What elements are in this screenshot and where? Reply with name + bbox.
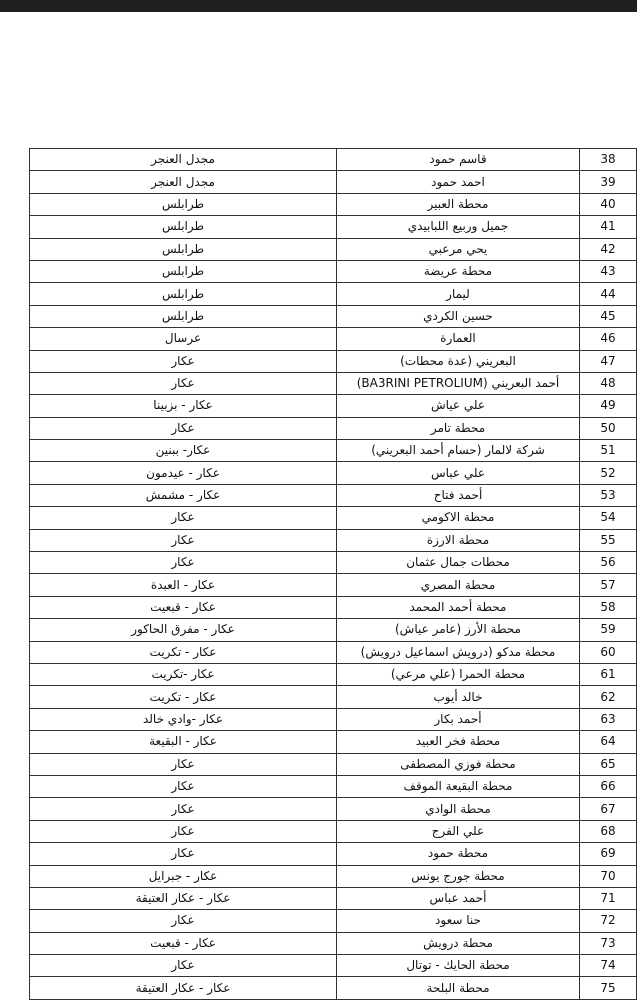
table-row bbox=[30, 171, 637, 193]
station-name-cell: محطة العبير bbox=[337, 193, 580, 215]
table-row bbox=[30, 820, 637, 842]
station-name-cell: محطة المصري bbox=[337, 574, 580, 596]
station-name-cell: علي الفرج bbox=[337, 820, 580, 842]
table-row bbox=[30, 507, 637, 529]
table-row bbox=[30, 708, 637, 730]
table-row bbox=[30, 641, 637, 663]
table-row bbox=[30, 328, 637, 350]
station-name-cell: محطة مدكو (درويش اسماعيل درويش) bbox=[337, 641, 580, 663]
table-row bbox=[30, 440, 637, 462]
table-row bbox=[30, 216, 637, 238]
row-number-cell: 72 bbox=[580, 910, 637, 932]
table-row bbox=[30, 149, 637, 171]
row-number-cell: 64 bbox=[580, 731, 637, 753]
location-cell: عكار bbox=[30, 753, 337, 775]
table-row bbox=[30, 932, 637, 954]
station-name-cell: علي عياش bbox=[337, 395, 580, 417]
row-number-cell: 47 bbox=[580, 350, 637, 372]
table-row bbox=[30, 260, 637, 282]
row-number-cell: 46 bbox=[580, 328, 637, 350]
station-name-cell: شركة لالمار (حسام أحمد البعريني) bbox=[337, 440, 580, 462]
station-name-cell: محطة البقيعة الموقف bbox=[337, 775, 580, 797]
station-name-cell: أحمد عباس bbox=[337, 887, 580, 909]
top-dark-bar bbox=[0, 0, 637, 12]
location-cell: عكار bbox=[30, 775, 337, 797]
table-row bbox=[30, 283, 637, 305]
table-row bbox=[30, 238, 637, 260]
row-number-cell: 40 bbox=[580, 193, 637, 215]
location-cell: عكار bbox=[30, 417, 337, 439]
row-number-cell: 75 bbox=[580, 977, 637, 999]
table-row bbox=[30, 798, 637, 820]
row-number-cell: 61 bbox=[580, 663, 637, 685]
table-row bbox=[30, 417, 637, 439]
station-name-cell: محطة الأرز (عامر عياش) bbox=[337, 619, 580, 641]
table-row bbox=[30, 552, 637, 574]
row-number-cell: 39 bbox=[580, 171, 637, 193]
location-cell: عكار - بزبينا bbox=[30, 395, 337, 417]
station-name-cell: حسين الكردي bbox=[337, 305, 580, 327]
location-cell: عكار - العبدة bbox=[30, 574, 337, 596]
table-row bbox=[30, 596, 637, 618]
row-number-cell: 41 bbox=[580, 216, 637, 238]
location-cell: عكار - مشمش bbox=[30, 484, 337, 506]
station-name-cell: يحي مرعبي bbox=[337, 238, 580, 260]
row-number-cell: 60 bbox=[580, 641, 637, 663]
station-name-cell: أحمد فتاح bbox=[337, 484, 580, 506]
row-number-cell: 71 bbox=[580, 887, 637, 909]
location-cell: عكار -وادي خالد bbox=[30, 708, 337, 730]
table-row bbox=[30, 350, 637, 372]
table-row bbox=[30, 193, 637, 215]
location-cell: عكار bbox=[30, 507, 337, 529]
station-name-cell: محطة تامر bbox=[337, 417, 580, 439]
location-cell: عكار - جبرايل bbox=[30, 865, 337, 887]
station-name-cell: محطة البلحة bbox=[337, 977, 580, 999]
station-name-cell: محطة حمود bbox=[337, 843, 580, 865]
station-name-cell: قاسم حمود bbox=[337, 149, 580, 171]
station-name-cell: محطة الارزة bbox=[337, 529, 580, 551]
location-cell: عكار - قبعيت bbox=[30, 596, 337, 618]
location-cell: مجدل العنجر bbox=[30, 149, 337, 171]
row-number-cell: 51 bbox=[580, 440, 637, 462]
row-number-cell: 49 bbox=[580, 395, 637, 417]
location-cell: عكار - تكريت bbox=[30, 641, 337, 663]
row-number-cell: 63 bbox=[580, 708, 637, 730]
station-name-cell: خالد أيوب bbox=[337, 686, 580, 708]
station-name-cell: ليمار bbox=[337, 283, 580, 305]
row-number-cell: 56 bbox=[580, 552, 637, 574]
location-cell: عكار bbox=[30, 798, 337, 820]
row-number-cell: 69 bbox=[580, 843, 637, 865]
station-name-cell: محطة الوادي bbox=[337, 798, 580, 820]
row-number-cell: 57 bbox=[580, 574, 637, 596]
location-cell: عكار bbox=[30, 552, 337, 574]
station-name-cell: أحمد بكار bbox=[337, 708, 580, 730]
location-cell: عكار bbox=[30, 372, 337, 394]
location-cell: عكار- ببنين bbox=[30, 440, 337, 462]
station-name-cell: البعريني (عدة محطات) bbox=[337, 350, 580, 372]
station-name-cell: حنا سعود bbox=[337, 910, 580, 932]
row-number-cell: 54 bbox=[580, 507, 637, 529]
table-row bbox=[30, 305, 637, 327]
table-row bbox=[30, 753, 637, 775]
row-number-cell: 42 bbox=[580, 238, 637, 260]
stations-table bbox=[29, 148, 637, 1000]
location-cell: عكار bbox=[30, 955, 337, 977]
row-number-cell: 55 bbox=[580, 529, 637, 551]
station-name-cell: محطة الحايك - توتال bbox=[337, 955, 580, 977]
station-name-cell: أحمد البعريني (BA3RINI PETROLIUM) bbox=[337, 372, 580, 394]
table-row bbox=[30, 977, 637, 999]
location-cell: عكار - عكار العتيقة bbox=[30, 887, 337, 909]
row-number-cell: 62 bbox=[580, 686, 637, 708]
location-cell: عكار - البقيعة bbox=[30, 731, 337, 753]
location-cell: عكار bbox=[30, 820, 337, 842]
station-name-cell: محطة فخر العبيد bbox=[337, 731, 580, 753]
row-number-cell: 67 bbox=[580, 798, 637, 820]
table-row bbox=[30, 731, 637, 753]
location-cell: عكار - عكار العتيقة bbox=[30, 977, 337, 999]
station-name-cell: جميل وربيع اللبابيدي bbox=[337, 216, 580, 238]
location-cell: طرابلس bbox=[30, 260, 337, 282]
table-row bbox=[30, 372, 637, 394]
table-row bbox=[30, 619, 637, 641]
table-row bbox=[30, 843, 637, 865]
location-cell: عكار - قبعيت bbox=[30, 932, 337, 954]
table-row bbox=[30, 574, 637, 596]
row-number-cell: 59 bbox=[580, 619, 637, 641]
table-row bbox=[30, 910, 637, 932]
table-row bbox=[30, 529, 637, 551]
location-cell: طرابلس bbox=[30, 305, 337, 327]
station-name-cell: احمد حمود bbox=[337, 171, 580, 193]
table-row bbox=[30, 686, 637, 708]
table-row bbox=[30, 462, 637, 484]
row-number-cell: 65 bbox=[580, 753, 637, 775]
table-row bbox=[30, 955, 637, 977]
location-cell: طرابلس bbox=[30, 193, 337, 215]
location-cell: عكار - عيدمون bbox=[30, 462, 337, 484]
station-name-cell: محطات جمال عثمان bbox=[337, 552, 580, 574]
location-cell: عكار bbox=[30, 529, 337, 551]
row-number-cell: 50 bbox=[580, 417, 637, 439]
station-name-cell: علي عباس bbox=[337, 462, 580, 484]
location-cell: عكار bbox=[30, 910, 337, 932]
table-row bbox=[30, 887, 637, 909]
stations-table-body bbox=[30, 149, 637, 1000]
row-number-cell: 58 bbox=[580, 596, 637, 618]
row-number-cell: 38 bbox=[580, 149, 637, 171]
location-cell: عكار -تكريت bbox=[30, 663, 337, 685]
location-cell: طرابلس bbox=[30, 238, 337, 260]
row-number-cell: 70 bbox=[580, 865, 637, 887]
location-cell: مجدل العنجر bbox=[30, 171, 337, 193]
location-cell: عرسال bbox=[30, 328, 337, 350]
location-cell: عكار - تكريت bbox=[30, 686, 337, 708]
location-cell: طرابلس bbox=[30, 283, 337, 305]
station-name-cell: محطة فوزي المصطفى bbox=[337, 753, 580, 775]
row-number-cell: 45 bbox=[580, 305, 637, 327]
station-name-cell: العمارة bbox=[337, 328, 580, 350]
table-row bbox=[30, 484, 637, 506]
station-name-cell: محطة أحمد المحمد bbox=[337, 596, 580, 618]
station-name-cell: محطة عريضة bbox=[337, 260, 580, 282]
location-cell: عكار bbox=[30, 350, 337, 372]
row-number-cell: 73 bbox=[580, 932, 637, 954]
table-row bbox=[30, 775, 637, 797]
row-number-cell: 48 bbox=[580, 372, 637, 394]
station-name-cell: محطة جورج يونس bbox=[337, 865, 580, 887]
station-name-cell: محطة درويش bbox=[337, 932, 580, 954]
row-number-cell: 52 bbox=[580, 462, 637, 484]
location-cell: عكار bbox=[30, 843, 337, 865]
row-number-cell: 44 bbox=[580, 283, 637, 305]
station-name-cell: محطة الاكومي bbox=[337, 507, 580, 529]
table-row bbox=[30, 865, 637, 887]
row-number-cell: 43 bbox=[580, 260, 637, 282]
station-name-cell: محطة الحمرا (علي مرعي) bbox=[337, 663, 580, 685]
table-row bbox=[30, 663, 637, 685]
stations-table-container bbox=[29, 148, 637, 1000]
table-row bbox=[30, 395, 637, 417]
location-cell: طرابلس bbox=[30, 216, 337, 238]
row-number-cell: 68 bbox=[580, 820, 637, 842]
row-number-cell: 74 bbox=[580, 955, 637, 977]
location-cell: عكار - مفرق الحاكور bbox=[30, 619, 337, 641]
row-number-cell: 66 bbox=[580, 775, 637, 797]
row-number-cell: 53 bbox=[580, 484, 637, 506]
